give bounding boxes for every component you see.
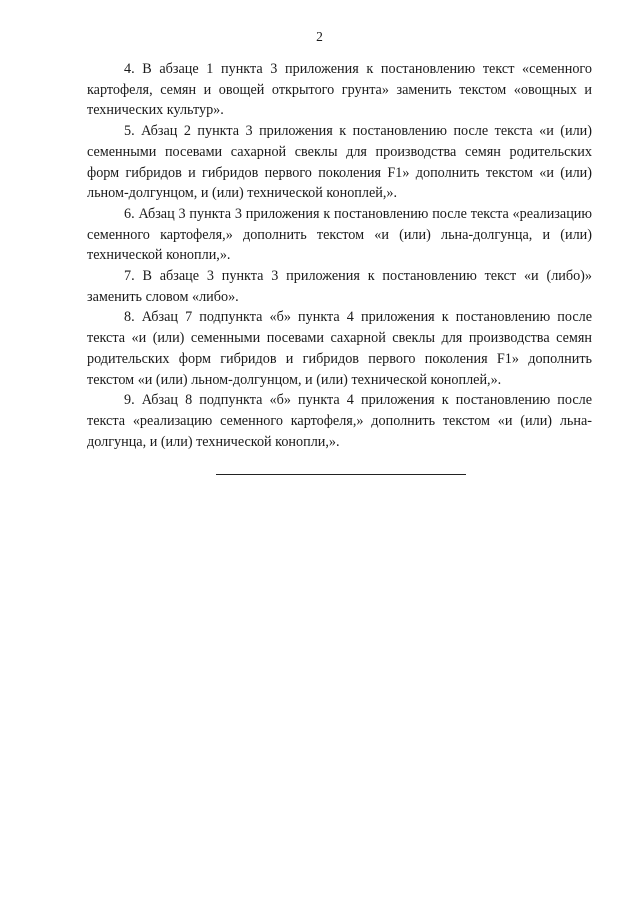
page-number: 2 [316, 29, 323, 44]
paragraph-item-5: 5. Абзац 2 пункта 3 приложения к постановлению после текста «и (или) семенными посевами сахарной свеклы для производства семян родительских форм гибридов и гибридов первого поколения F1» дополнить текстом «и (или) льном-долгунцом, и (или) технической коноплей,». [87, 123, 592, 202]
paragraph-item-6: 6. Абзац 3 пункта 3 приложения к постановлению после текста «реализацию семенного картофеля,» дополнить текстом «и (или) льна-долгунца, и (или) технической конопли,». [87, 205, 592, 264]
paragraph-item-8: 8. Абзац 7 подпункта «б» пункта 4 приложения к постановлению после текста «и (или) семенными посевами сахарной свеклы для производства семян родительских форм гибридов и гибридов первого поколения F1» дополнить текстом «и (или) льном-долгунцом, и (или) технической коноплей,». [87, 309, 592, 388]
closing-divider [216, 474, 466, 475]
paragraph-item-4: 4. В абзаце 1 пункта 3 приложения к постановлению текст «семенного картофеля, семян и овощей открытого грунта» заменить текстом «овощных и технических культур». [87, 61, 592, 119]
document-body [87, 59, 592, 452]
paragraph-item-7: 7. В абзаце 3 пункта 3 приложения к постановлению текст «и (либо)» заменить словом «либо». [87, 268, 592, 305]
paragraph-item-9: 9. Абзац 8 подпункта «б» пункта 4 приложения к постановлению после текста «реализацию семенного картофеля,» дополнить текстом «и (или) льна-долгунца, и (или) технической конопли,». [87, 392, 592, 450]
